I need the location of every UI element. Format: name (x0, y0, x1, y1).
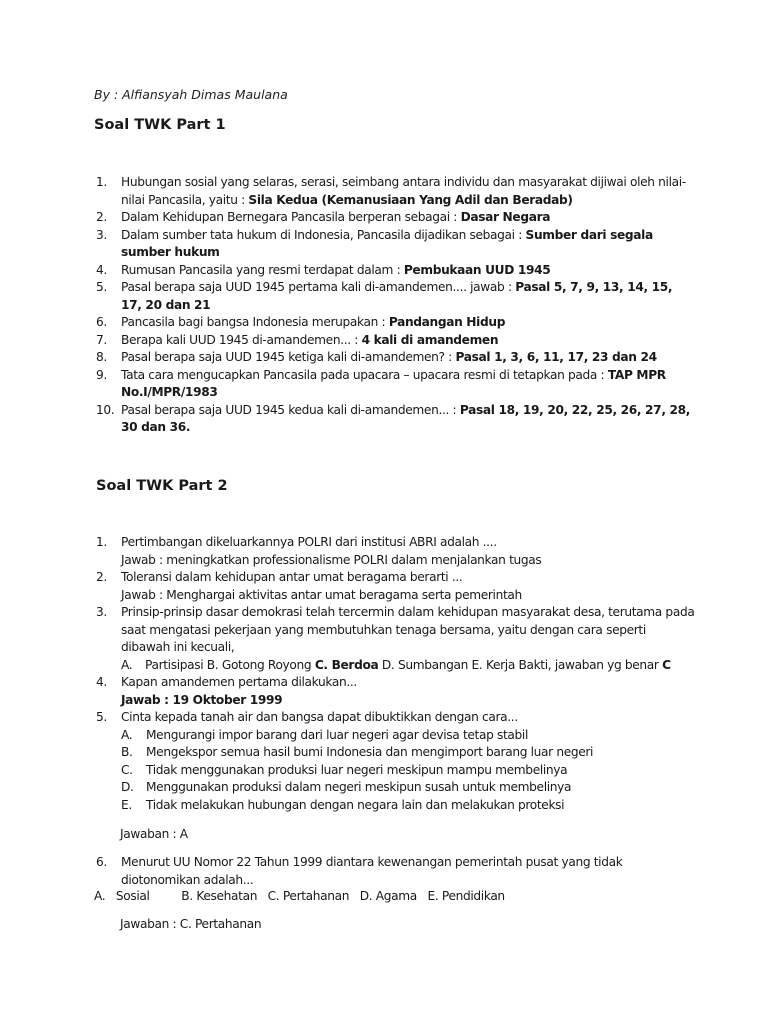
option-text: D. Sumbangan E. Kerja Bakti, jawaban yg benar (378, 657, 663, 672)
answer-text: Pasal 18, 19, 20, 22, 25, 26, 27, 28, 30 dan 36. (121, 402, 691, 434)
list-item: 6. Pancasila bagi bangsa Indonesia merupakan : Pandangan Hidup (96, 315, 506, 329)
question-text: Dalam sumber tata hukum di Indonesia, Pancasila dijadikan sebagai : (121, 227, 526, 242)
option-item: A. Mengurangi impor barang dari luar negeri agar devisa tetap stabil (121, 727, 528, 742)
answer-text: 4 kali di amandemen (361, 332, 499, 347)
answer-text: Jawab : Menghargai aktivitas antar umat beragama serta pemerintah (121, 587, 522, 602)
answer-text: Sumber dari segala sumber hukum (121, 227, 653, 259)
question-text: Rumusan Pancasila yang resmi terdapat dalam : (121, 262, 404, 277)
option-text: Partisipasi B. Gotong Royong (145, 657, 315, 672)
list-item: 3. Dalam sumber tata hukum di Indonesia, Pancasila dijadikan sebagai : Sumber dari segala sumber hukum (96, 227, 653, 259)
question-text: Prinsip-prinsip dasar demokrasi telah tercermin dalam kehidupan masyarakat desa, terutama pada saat mengatasi pekerjaan yang membutuhkan tenaga bersama, yaitu dengan cara seperti dibawah ini kecuali, (121, 605, 695, 654)
option-item: D. Menggunakan produksi dalam negeri meskipun susah untuk membelinya (121, 780, 572, 794)
list-item: 1. Hubungan sosial yang selaras, serasi, seimbang antara individu dan masyarakat dijiwai oleh nilai-nilai Pancasila, yaitu : Sila Kedua (Kemanusiaan Yang Adil dan Beradab) (96, 175, 686, 207)
answer-letter: C (662, 657, 671, 672)
option-item: B. Mengekspor semua hasil bumi Indonesia dan mengimport barang luar negeri (121, 745, 594, 759)
part1-title: Soal TWK Part 1 (94, 117, 226, 133)
question-text: Cinta kepada tanah air dan bangsa dapat dibuktikkan dengan cara... (121, 710, 518, 724)
answer-text: Pasal 5, 7, 9, 13, 14, 15, 17, 20 dan 21 (121, 280, 673, 312)
question-text: Pasal berapa saja UUD 1945 kedua kali di-amandemen... : (121, 402, 460, 417)
list-item: 2. Dalam Kehidupan Bernegara Pancasila berperan sebagai : Dasar Negara (96, 210, 551, 224)
option-list (121, 727, 696, 815)
option-text-bold: C. Berdoa (314, 657, 379, 672)
q5-answer: Jawaban : A (120, 827, 188, 841)
answer-text: Sila Kedua (Kemanusiaan Yang Adil dan Beradab) (248, 192, 573, 207)
list-item: 10. Pasal berapa saja UUD 1945 kedua kali di-amandemen... : Pasal 18, 19, 20, 22, 25, 26, 27, 28, 30 dan 36. (96, 402, 691, 434)
answer-text: Pasal 1, 3, 6, 11, 17, 23 dan 24 (455, 350, 657, 364)
option-item: E. Tidak melakukan hubungan dengan negara lain dan melakukan proteksi (121, 797, 565, 812)
list-item: 2. Toleransi dalam kehidupan antar umat beragama berarti ... Jawab : Menghargai aktivitas antar umat beragama serta pemerintah (96, 569, 696, 604)
question-text: Pasal berapa saja UUD 1945 pertama kali di-amandemen.... jawab : (121, 280, 516, 294)
answer-text: TAP MPR No.I/MPR/1983 (121, 367, 666, 399)
list-item: 5. Pasal berapa saja UUD 1945 pertama kali di-amandemen.... jawab : Pasal 5, 7, 9, 13, 14, 15, 17, 20 dan 21 (96, 280, 673, 312)
answer-text: Jawab : 19 Oktober 1999 (121, 692, 283, 707)
question-text: Menurut UU Nomor 22 Tahun 1999 diantara kewenangan pemerintah pusat yang tidak diotonomikan adalah... (121, 855, 623, 887)
part2-title: Soal TWK Part 2 (96, 478, 228, 494)
list-item: 5. Cinta kepada tanah air dan bangsa dapat dibuktikkan dengan cara... A. Mengurangi impor barang dari luar negeri agar devisa tetap stabil B. Mengekspor semua hasil bumi Indonesia dan mengimport barang luar negeri C. Tidak menggunakan produksi luar negeri meskipun mampu membelinya D. Menggunakan produksi dalam negeri meskipun susah untuk membelinya E. Tidak melakukan hubungan dengan negara lain dan melakukan proteksi (96, 709, 696, 814)
q6-question: 6. Menurut UU Nomor 22 Tahun 1999 diantara kewenangan pemerintah pusat yang tidak diotonomikan adalah... (96, 854, 696, 889)
question-text: Hubungan sosial yang selaras, serasi, seimbang antara individu dan masyarakat dijiwai oleh nilai-nilai Pancasila, yaitu : (121, 175, 686, 207)
list-item: 3. Prinsip-prinsip dasar demokrasi telah tercermin dalam kehidupan masyarakat desa, terutama pada saat mengatasi pekerjaan yang membutuhkan tenaga bersama, yaitu dengan cara seperti dibawah ini kecuali, A. Partisipasi B. Gotong Royong C. Berdoa D. Sumbangan E. Kerja Bakti, jawaban yg benar C (96, 604, 696, 674)
question-text: Pertimbangan dikeluarkannya POLRI dari institusi ABRI adalah .... (121, 535, 497, 549)
q6-answer: Jawaban : C. Pertahanan (120, 917, 262, 931)
options-line (121, 657, 696, 675)
author-line: By : Alfiansyah Dimas Maulana (94, 87, 288, 102)
list-item: 1. Pertimbangan dikeluarkannya POLRI dari institusi ABRI adalah .... Jawab : meningkatkan professionalisme POLRI dalam menjalankan tugas (96, 534, 696, 569)
list-item: 8. Pasal berapa saja UUD 1945 ketiga kali di-amandemen? : Pasal 1, 3, 6, 11, 17, 23 dan 24 (96, 350, 657, 364)
question-text: Tata cara mengucapkan Pancasila pada upacara – upacara resmi di tetapkan pada : (121, 367, 608, 382)
question-text: Pancasila bagi bangsa Indonesia merupakan : (121, 315, 389, 329)
option-letter: A. (121, 657, 133, 672)
q6-options-line: A. Sosial B. Kesehatan C. Pertahanan D. Agama E. Pendidikan (94, 889, 505, 903)
question-text: Kapan amandemen pertama dilakukan... (121, 675, 357, 689)
list-item: 4. Rumusan Pancasila yang resmi terdapat dalam : Pembukaan UUD 1945 (96, 262, 551, 277)
option-item: C. Tidak menggunakan produksi luar negeri meskipun mampu membelinya (121, 762, 568, 777)
question-text: Dalam Kehidupan Bernegara Pancasila berperan sebagai : (121, 210, 461, 224)
list-item: 7. Berapa kali UUD 1945 di-amandemen... : 4 kali di amandemen (96, 332, 499, 347)
answer-text: Dasar Negara (460, 210, 551, 224)
list-item: 4. Kapan amandemen pertama dilakukan... Jawab : 19 Oktober 1999 (96, 674, 696, 709)
answer-text: Pembukaan UUD 1945 (403, 262, 551, 277)
question-text: Toleransi dalam kehidupan antar umat beragama berarti ... (121, 570, 463, 584)
question-text: Pasal berapa saja UUD 1945 ketiga kali di-amandemen? : (121, 350, 456, 364)
part2-question-list (96, 534, 696, 814)
answer-text: Jawab : meningkatkan professionalisme POLRI dalam menjalankan tugas (121, 552, 542, 567)
list-item: 9. Tata cara mengucapkan Pancasila pada upacara – upacara resmi di tetapkan pada : TAP MPR No.I/MPR/1983 (96, 367, 666, 399)
answer-text: Pandangan Hidup (388, 315, 506, 329)
question-text: Berapa kali UUD 1945 di-amandemen... : (121, 332, 362, 347)
part1-question-list (96, 174, 696, 437)
